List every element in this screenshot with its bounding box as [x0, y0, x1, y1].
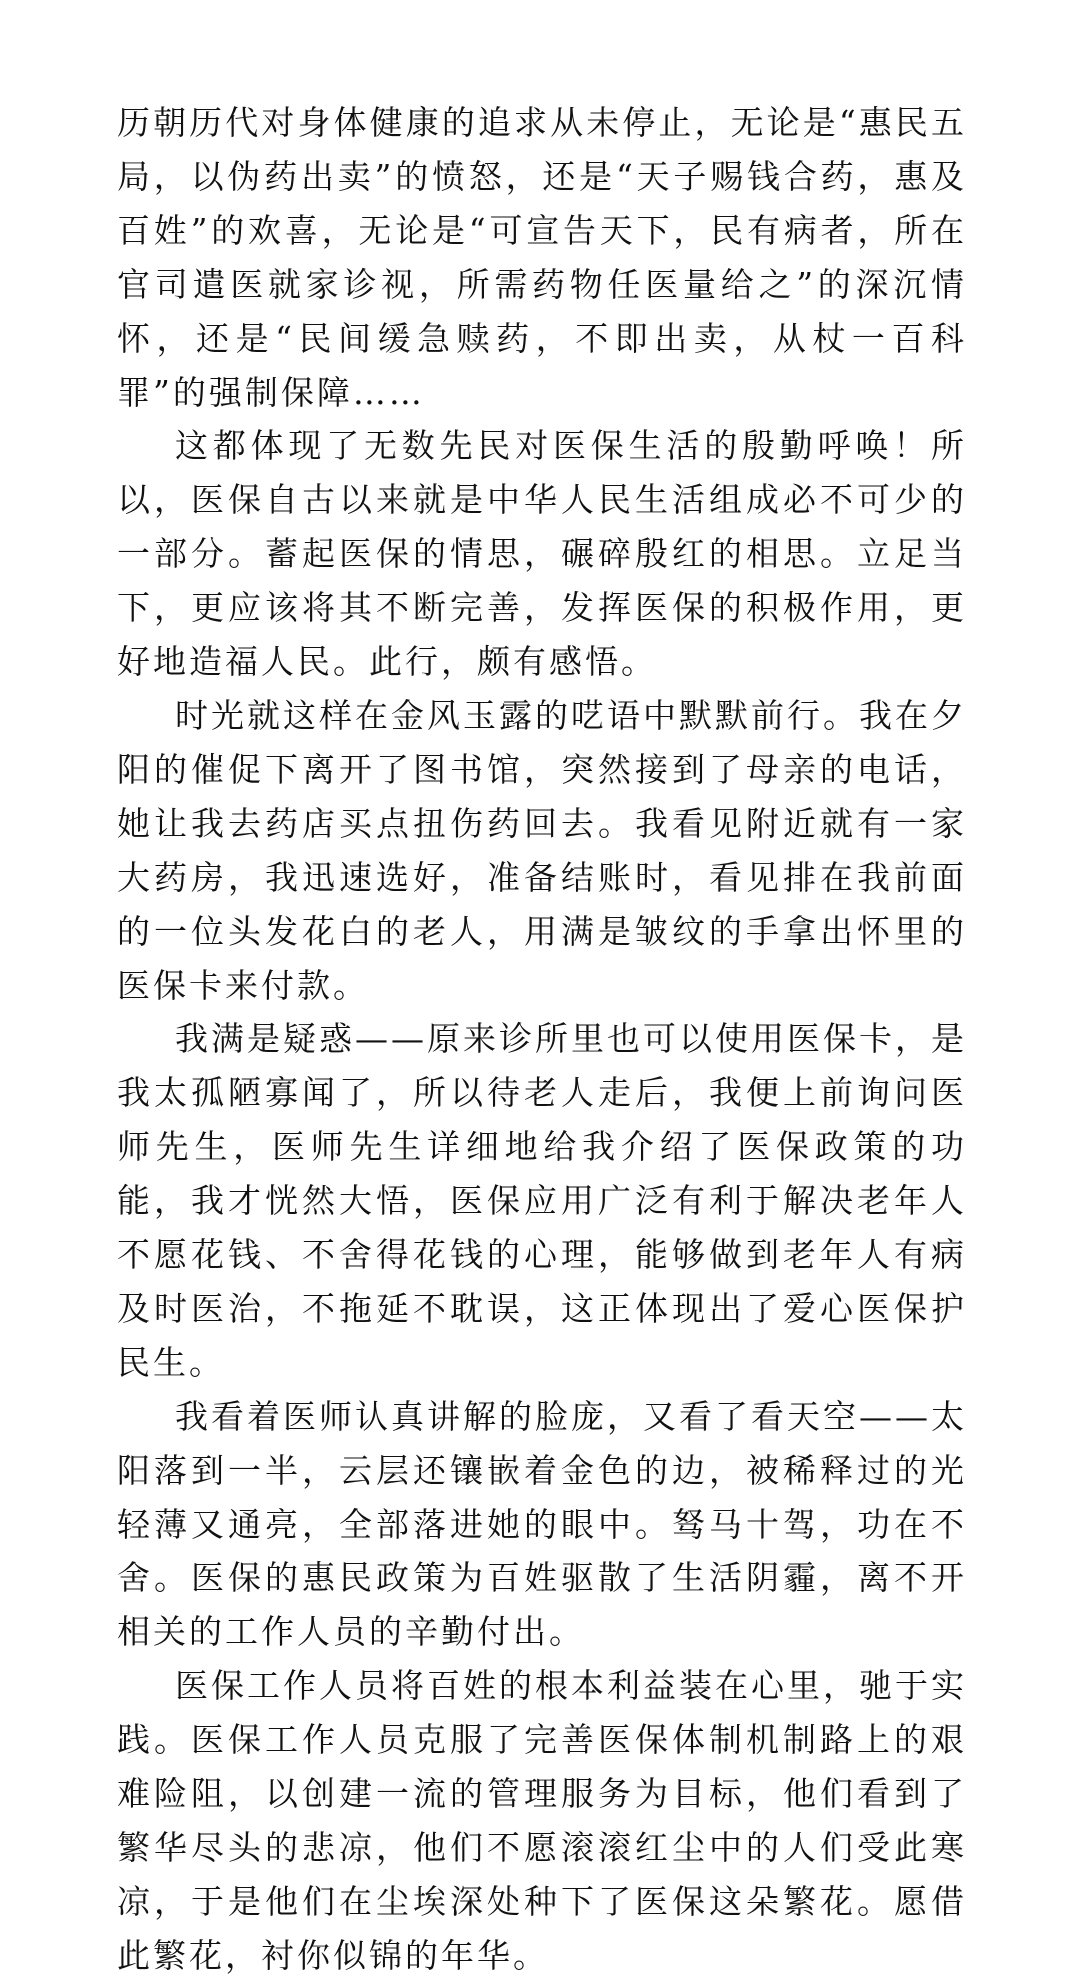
article-body — [117, 96, 967, 1983]
paragraph-sky: 我看着医师认真讲解的脸庞，又看了看天空——太阳落到一半，云层还镶嵌着金色的边，被稀释过的光轻薄又通亮，全部落进她的眼中。驽马十驾，功在不舍。医保的惠民政策为百姓驱散了生活阴霾，离不开相关的工作人员的辛勤付出。 — [117, 1396, 967, 1652]
paragraph-workers: 医保工作人员将百姓的根本利益装在心里，驰于实践。医保工作人员克服了完善医保体制机制路上的艰难险阻，以创建一流的管理服务为目标，他们看到了繁华尽头的悲凉，他们不愿滚滚红尘中的人们受此寒凉，于是他们在尘埃深处种下了医保这朵繁花。愿借此繁花，衬你似锦的年华。 — [117, 1666, 967, 1975]
paragraph-inquiry: 我满是疑惑——原来诊所里也可以使用医保卡，是我太孤陋寡闻了，所以待老人走后，我便上前询问医师先生，医师先生详细地给我介绍了医保政策的功能，我才恍然大悟，医保应用广泛有利于解决老年人不愿花钱、不舍得花钱的心理，能够做到老年人有病及时医治，不拖延不耽误，这正体现出了爱心医保护民生。 — [117, 1019, 967, 1382]
paragraph-pharmacy: 时光就这样在金风玉露的呓语中默默前行。我在夕阳的催促下离开了图书馆，突然接到了母亲的电话，她让我去药店买点扭伤药回去。我看见附近就有一家大药房，我迅速选好，准备结账时，看见排在我前面的一位头发花白的老人，用满是皱纹的手拿出怀里的医保卡来付款。 — [117, 695, 967, 1005]
paragraph-history: 历朝历代对身体健康的追求从未停止，无论是“惠民五局，以伪药出卖”的愤怒，还是“天子赐钱合药，惠及百姓”的欢喜，无论是“可宣告天下，民有病者，所在官司遣医就家诊视，所需药物任医量给之”的深沉情怀，还是“民间缓急赎药，不即出卖，从杖一百科罪”的强制保障…… — [117, 103, 967, 412]
paragraph-reflection: 这都体现了无数先民对医保生活的殷勤呼唤！所以，医保自古以来就是中华人民生活组成必不可少的一部分。蓄起医保的情思，碾碎殷红的相思。立足当下，更应该将其不断完善，发挥医保的积极作用，更好地造福人民。此行，颇有感悟。 — [117, 426, 967, 682]
